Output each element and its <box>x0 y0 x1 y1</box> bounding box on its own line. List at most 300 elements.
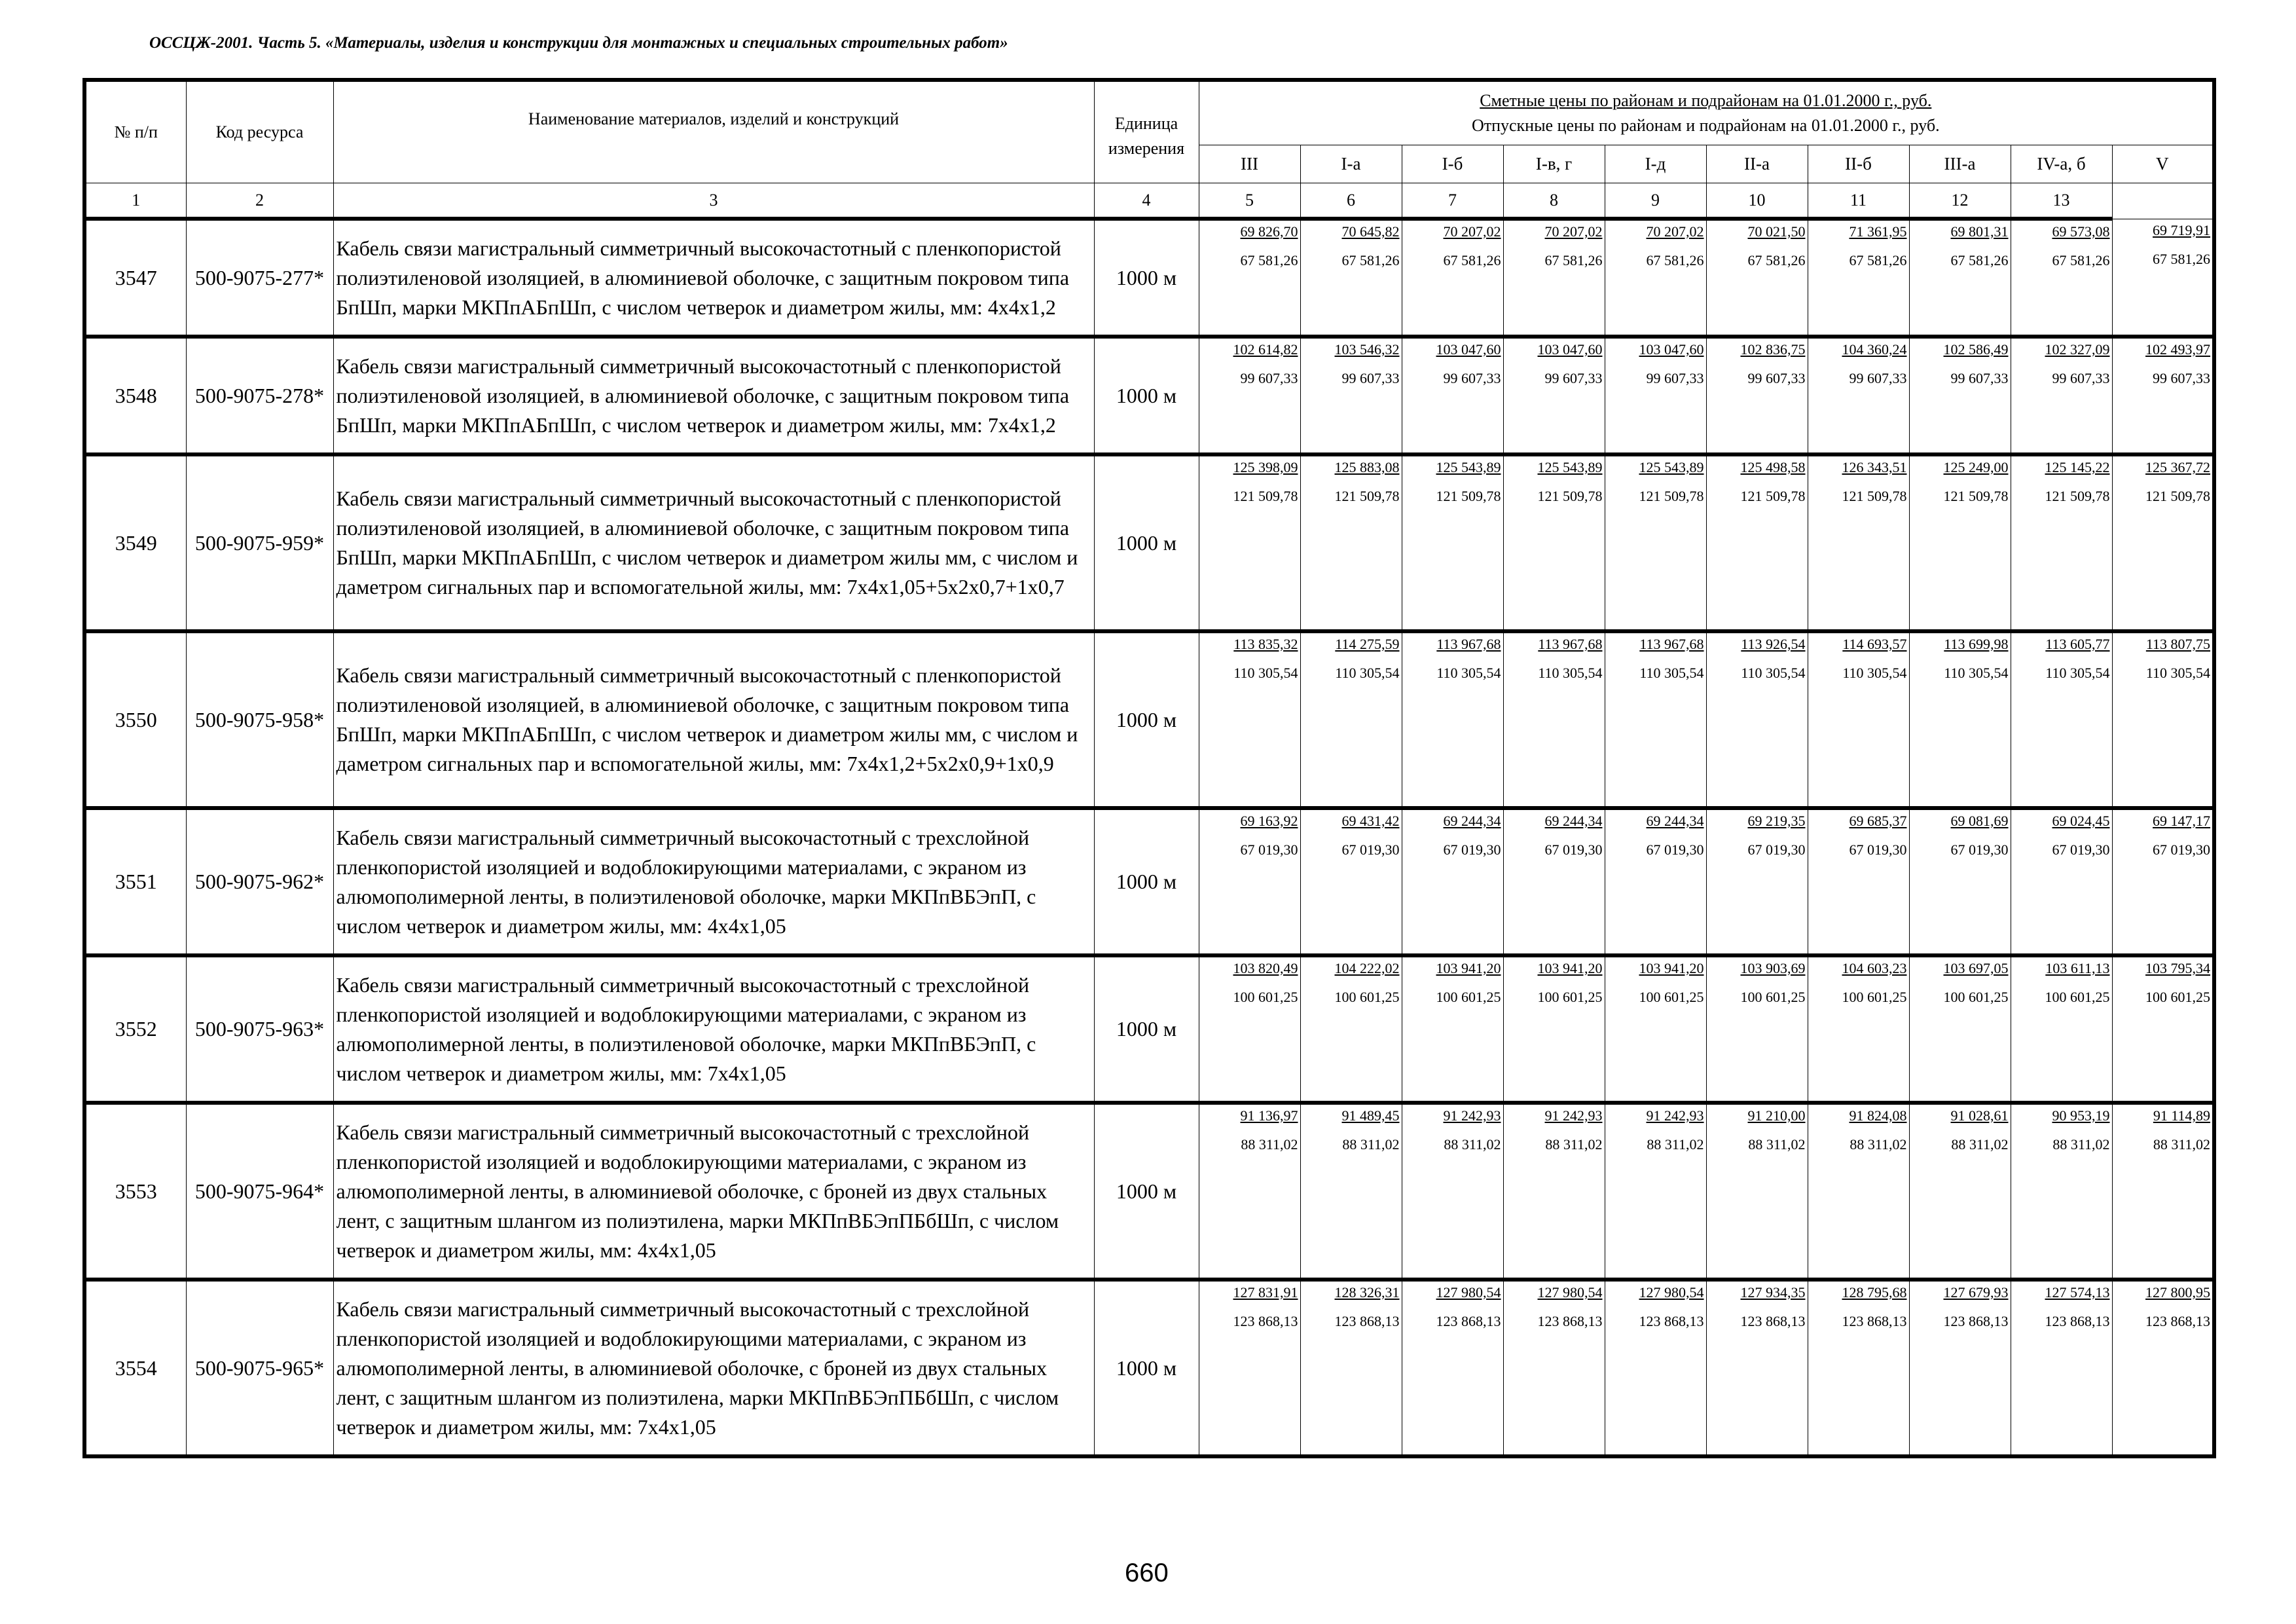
estimate-price: 125 145,22 <box>2045 459 2110 475</box>
price-cell <box>1605 808 1706 955</box>
estimate-price: 69 573,08 <box>2052 223 2110 240</box>
release-price: 99 607,33 <box>2052 370 2110 386</box>
release-price: 67 581,26 <box>1849 252 1907 268</box>
material-name: Кабель связи магистральный симметричный высокочастотный с пленкопористой полиэтиленовой изоляцией, в алюминиевой оболочке, с защитным покровом типа БпШп, марки МКПпАБпШп, с числом четверок и диаметром жилы, мм: 4х4х1,2 <box>333 219 1094 337</box>
price-cell <box>2112 454 2214 631</box>
table-row <box>84 955 2214 1103</box>
release-price: 100 601,25 <box>1537 989 1603 1005</box>
release-price: 123 868,13 <box>1436 1313 1501 1329</box>
price-cell <box>1199 219 1300 337</box>
price-cell <box>2011 808 2112 955</box>
estimate-price: 125 398,09 <box>1233 459 1298 475</box>
table-row <box>84 1103 2214 1280</box>
region-header: III-а <box>1909 145 2011 183</box>
price-cell <box>1605 337 1706 454</box>
release-price: 67 019,30 <box>1646 841 1704 858</box>
release-price: 99 607,33 <box>1849 370 1907 386</box>
estimate-price: 91 136,97 <box>1240 1107 1298 1124</box>
estimate-price: 113 967,68 <box>1436 636 1501 652</box>
release-price: 67 019,30 <box>1950 841 2009 858</box>
estimate-price: 114 693,57 <box>1842 636 1907 652</box>
estimate-price: 127 980,54 <box>1537 1284 1603 1301</box>
price-cell <box>1808 454 1909 631</box>
region-header: III <box>1199 145 1300 183</box>
price-cell <box>1605 454 1706 631</box>
price-cell <box>1808 219 1909 337</box>
release-price: 88 311,02 <box>1850 1136 1907 1153</box>
price-cell <box>1402 219 1503 337</box>
row-number: 3553 <box>84 1103 186 1280</box>
release-price: 67 581,26 <box>1544 252 1603 268</box>
region-header: I-б <box>1402 145 1503 183</box>
estimate-price: 125 498,58 <box>1740 459 1806 475</box>
estimate-price: 104 222,02 <box>1334 960 1400 976</box>
price-cell <box>1503 955 1605 1103</box>
release-price: 110 305,54 <box>1335 665 1400 681</box>
estimate-price: 69 219,35 <box>1747 813 1806 829</box>
release-price: 123 868,13 <box>1233 1313 1298 1329</box>
row-number: 3547 <box>84 219 186 337</box>
estimate-price: 104 360,24 <box>1842 341 1907 358</box>
price-cell <box>1808 1280 1909 1456</box>
price-cell <box>1503 454 1605 631</box>
column-number: 1 <box>84 183 186 219</box>
estimate-price: 103 903,69 <box>1740 960 1806 976</box>
material-name: Кабель связи магистральный симметричный высокочастотный с пленкопористой полиэтиленовой изоляцией, в алюминиевой оболочке, с защитным покровом типа БпШп, марки МКПпАБпШп, с числом четверок и диаметром жилы мм, с числом и даметром сигнальных пар и вспомогательной жилы, мм: 7х4х1,05+5х2х0,7+1х0,7 <box>333 454 1094 631</box>
resource-code: 500-9075-958* <box>186 631 333 808</box>
resource-code: 500-9075-962* <box>186 808 333 955</box>
release-price: 99 607,33 <box>1646 370 1704 386</box>
estimate-price: 91 210,00 <box>1747 1107 1806 1124</box>
release-price: 67 581,26 <box>1747 252 1806 268</box>
release-price: 67 019,30 <box>1240 841 1298 858</box>
unit-of-measure: 1000 м <box>1094 1103 1199 1280</box>
resource-code: 500-9075-278* <box>186 337 333 454</box>
release-price: 67 019,30 <box>1443 841 1501 858</box>
release-price: 100 601,25 <box>2145 989 2211 1005</box>
price-cell <box>1402 1103 1503 1280</box>
release-price: 110 305,54 <box>1538 665 1603 681</box>
column-number: 12 <box>1909 183 2011 219</box>
release-price: 121 509,78 <box>2145 488 2211 504</box>
estimate-price: 125 249,00 <box>1943 459 2009 475</box>
header-prices <box>1199 80 2214 145</box>
estimate-price: 113 967,68 <box>1538 636 1603 652</box>
price-cell <box>1909 1103 2011 1280</box>
row-number: 3549 <box>84 454 186 631</box>
resource-code: 500-9075-964* <box>186 1103 333 1280</box>
price-cell <box>1300 337 1402 454</box>
price-cell <box>1706 955 1808 1103</box>
price-cell <box>1706 1280 1808 1456</box>
region-header: I-д <box>1605 145 1706 183</box>
release-price: 88 311,02 <box>1444 1136 1501 1153</box>
release-price: 67 581,26 <box>1950 252 2009 268</box>
release-price: 100 601,25 <box>1639 989 1704 1005</box>
estimate-price: 125 543,89 <box>1537 459 1603 475</box>
price-cell <box>1503 219 1605 337</box>
release-price: 99 607,33 <box>1341 370 1400 386</box>
price-cell <box>1402 808 1503 955</box>
price-cell <box>2112 219 2214 337</box>
estimate-price: 127 800,95 <box>2145 1284 2211 1301</box>
release-price: 67 581,26 <box>1443 252 1501 268</box>
estimate-price: 69 163,92 <box>1240 813 1298 829</box>
estimate-price: 103 820,49 <box>1233 960 1298 976</box>
price-cell <box>1199 1280 1300 1456</box>
price-cell <box>1706 219 1808 337</box>
estimate-price: 69 826,70 <box>1240 223 1298 240</box>
price-cell <box>1199 1103 1300 1280</box>
release-price: 99 607,33 <box>1443 370 1501 386</box>
release-price: 123 868,13 <box>1334 1313 1400 1329</box>
estimate-price: 102 614,82 <box>1233 341 1298 358</box>
table-row <box>84 454 2214 631</box>
estimate-price: 91 114,89 <box>2153 1107 2211 1124</box>
release-price: 100 601,25 <box>1842 989 1907 1005</box>
release-price: 110 305,54 <box>1842 665 1907 681</box>
estimate-price: 125 543,89 <box>1639 459 1704 475</box>
row-number: 3554 <box>84 1280 186 1456</box>
release-price: 67 581,26 <box>1240 252 1298 268</box>
price-cell <box>2112 1103 2214 1280</box>
release-price: 123 868,13 <box>2145 1313 2211 1329</box>
estimate-price: 103 546,32 <box>1334 341 1400 358</box>
estimate-price: 103 941,20 <box>1639 960 1704 976</box>
price-cell <box>2011 955 2112 1103</box>
header-unit: Единица измерения <box>1094 80 1199 183</box>
document-header: ОССЦЖ-2001. Часть 5. «Материалы, изделия и конструкции для монтажных и специальных строительных работ» <box>149 34 1008 52</box>
price-cell <box>1300 631 1402 808</box>
price-cell <box>1300 454 1402 631</box>
release-price: 110 305,54 <box>2145 665 2211 681</box>
price-cell <box>1909 219 2011 337</box>
release-price: 123 868,13 <box>1740 1313 1806 1329</box>
column-number: 3 <box>333 183 1094 219</box>
release-price: 99 607,33 <box>1240 370 1298 386</box>
header-estimate-prices: Сметные цены по районам и подрайонам на 01.01.2000 г., руб. <box>1480 91 1932 111</box>
price-cell <box>1300 1103 1402 1280</box>
header-np: № п/п <box>84 80 186 183</box>
estimate-price: 102 327,09 <box>2045 341 2110 358</box>
estimate-price: 128 795,68 <box>1842 1284 1907 1301</box>
estimate-price: 91 242,93 <box>1646 1107 1704 1124</box>
release-price: 67 019,30 <box>1849 841 1907 858</box>
table-row <box>84 631 2214 808</box>
price-cell <box>1909 454 2011 631</box>
price-cell <box>1199 808 1300 955</box>
release-price: 88 311,02 <box>1748 1136 1806 1153</box>
estimate-price: 104 603,23 <box>1842 960 1907 976</box>
region-header: V <box>2112 145 2214 183</box>
price-cell <box>1605 219 1706 337</box>
estimate-price: 127 934,35 <box>1740 1284 1806 1301</box>
estimate-price: 113 835,32 <box>1233 636 1298 652</box>
release-price: 121 509,78 <box>1233 488 1298 504</box>
column-number: 7 <box>1402 183 1503 219</box>
price-cell <box>1909 808 2011 955</box>
resource-code: 500-9075-277* <box>186 219 333 337</box>
price-cell <box>1706 454 1808 631</box>
price-cell <box>1605 1103 1706 1280</box>
price-table <box>82 78 2216 1458</box>
estimate-price: 103 047,60 <box>1436 341 1501 358</box>
release-price: 121 509,78 <box>1842 488 1907 504</box>
unit-of-measure: 1000 м <box>1094 1280 1199 1456</box>
estimate-price: 103 697,05 <box>1943 960 2009 976</box>
release-price: 121 509,78 <box>1537 488 1603 504</box>
unit-of-measure: 1000 м <box>1094 337 1199 454</box>
release-price: 99 607,33 <box>1950 370 2009 386</box>
price-cell <box>1808 1103 1909 1280</box>
estimate-price: 90 953,19 <box>2052 1107 2110 1124</box>
estimate-price: 103 795,34 <box>2145 960 2211 976</box>
price-cell <box>1402 1280 1503 1456</box>
price-cell <box>1199 337 1300 454</box>
price-cell <box>1909 337 2011 454</box>
unit-of-measure: 1000 м <box>1094 808 1199 955</box>
price-cell <box>2011 219 2112 337</box>
region-header: II-б <box>1808 145 1909 183</box>
release-price: 67 019,30 <box>1747 841 1806 858</box>
estimate-price: 91 242,93 <box>1443 1107 1501 1124</box>
row-number: 3548 <box>84 337 186 454</box>
release-price: 121 509,78 <box>1740 488 1806 504</box>
region-header: II-а <box>1706 145 1808 183</box>
release-price: 100 601,25 <box>2045 989 2110 1005</box>
price-cell <box>2112 337 2214 454</box>
price-cell <box>1706 631 1808 808</box>
release-price: 121 509,78 <box>1334 488 1400 504</box>
page-number: 660 <box>1125 1559 1169 1587</box>
column-number: 9 <box>1605 183 1706 219</box>
column-number: 4 <box>1094 183 1199 219</box>
table-row <box>84 337 2214 454</box>
estimate-price: 125 367,72 <box>2145 459 2211 475</box>
price-cell <box>1605 631 1706 808</box>
release-price: 110 305,54 <box>1233 665 1298 681</box>
price-cell <box>1300 1280 1402 1456</box>
release-price: 67 581,26 <box>1646 252 1704 268</box>
release-price: 110 305,54 <box>2045 665 2110 681</box>
price-cell <box>1199 631 1300 808</box>
estimate-price: 103 047,60 <box>1537 341 1603 358</box>
release-price: 88 311,02 <box>1241 1136 1298 1153</box>
release-price: 99 607,33 <box>1544 370 1603 386</box>
estimate-price: 70 207,02 <box>1646 223 1704 240</box>
release-price: 100 601,25 <box>1233 989 1298 1005</box>
price-cell <box>2011 631 2112 808</box>
price-cell <box>1706 337 1808 454</box>
column-number: 6 <box>1300 183 1402 219</box>
price-cell <box>1808 808 1909 955</box>
release-price: 67 581,26 <box>1341 252 1400 268</box>
price-cell <box>1605 955 1706 1103</box>
release-price: 100 601,25 <box>1740 989 1806 1005</box>
header-release-prices: Отпускные цены по районам и подрайонам на 01.01.2000 г., руб. <box>1471 116 1940 135</box>
release-price: 99 607,33 <box>1747 370 1806 386</box>
release-price: 110 305,54 <box>1944 665 2009 681</box>
table-body <box>84 219 2214 1456</box>
estimate-price: 69 431,42 <box>1341 813 1400 829</box>
price-cell <box>1199 454 1300 631</box>
estimate-price: 70 645,82 <box>1341 223 1400 240</box>
price-cell <box>2112 955 2214 1103</box>
column-number-row <box>84 183 2214 219</box>
price-cell <box>1402 631 1503 808</box>
header-code: Код ресурса <box>186 80 333 183</box>
estimate-price: 113 926,54 <box>1741 636 1806 652</box>
release-price: 110 305,54 <box>1436 665 1501 681</box>
column-number: 10 <box>1706 183 1808 219</box>
release-price: 88 311,02 <box>1647 1136 1704 1153</box>
release-price: 121 509,78 <box>1436 488 1501 504</box>
header-name: Наименование материалов, изделий и конструкций <box>333 80 1094 183</box>
estimate-price: 103 941,20 <box>1537 960 1603 976</box>
release-price: 67 019,30 <box>2052 841 2110 858</box>
material-name: Кабель связи магистральный симметричный высокочастотный с трехслойной пленкопористой изоляцией и водоблокирующими материалами, с экраном из алюмополимерной ленты, в алюминиевой оболочке, с броней из двух стальных лент, с защитным шлангом из полиэтилена, марки МКПпВБЭпПБбШп, с числом четверок и диаметром жилы, мм: 7х4х1,05 <box>333 1280 1094 1456</box>
estimate-price: 70 207,02 <box>1544 223 1603 240</box>
estimate-price: 69 081,69 <box>1950 813 2009 829</box>
estimate-price: 91 824,08 <box>1849 1107 1907 1124</box>
price-cell <box>1909 631 2011 808</box>
resource-code: 500-9075-963* <box>186 955 333 1103</box>
region-header: I-в, г <box>1503 145 1605 183</box>
release-price: 88 311,02 <box>2052 1136 2110 1153</box>
release-price: 99 607,33 <box>2153 370 2211 386</box>
price-cell <box>1909 955 2011 1103</box>
estimate-price: 69 801,31 <box>1950 223 2009 240</box>
unit-of-measure: 1000 м <box>1094 454 1199 631</box>
release-price: 67 581,26 <box>2052 252 2110 268</box>
estimate-price: 113 807,75 <box>2145 636 2211 652</box>
unit-of-measure: 1000 м <box>1094 955 1199 1103</box>
price-cell <box>1808 337 1909 454</box>
row-number: 3552 <box>84 955 186 1103</box>
table-row <box>84 1280 2214 1456</box>
column-number: 5 <box>1199 183 1300 219</box>
price-cell <box>2112 1280 2214 1456</box>
region-header: I-а <box>1300 145 1402 183</box>
estimate-price: 70 021,50 <box>1747 223 1806 240</box>
release-price: 100 601,25 <box>1334 989 1400 1005</box>
column-number: 13 <box>2011 183 2112 219</box>
release-price: 121 509,78 <box>1943 488 2009 504</box>
price-cell <box>2112 808 2214 955</box>
price-cell <box>1503 337 1605 454</box>
price-cell <box>1199 955 1300 1103</box>
estimate-price: 69 685,37 <box>1849 813 1907 829</box>
price-cell <box>1300 955 1402 1103</box>
row-number: 3550 <box>84 631 186 808</box>
release-price: 110 305,54 <box>1639 665 1704 681</box>
material-name: Кабель связи магистральный симметричный высокочастотный с трехслойной пленкопористой изоляцией и водоблокирующими материалами, с экраном из алюмополимерной ленты, в полиэтиленовой оболочке, марки МКПпВБЭпП, с числом четверок и диаметром жилы, мм: 4х4х1,05 <box>333 808 1094 955</box>
release-price: 123 868,13 <box>1639 1313 1704 1329</box>
price-cell <box>1706 808 1808 955</box>
release-price: 121 509,78 <box>2045 488 2110 504</box>
unit-of-measure: 1000 м <box>1094 219 1199 337</box>
price-cell <box>1808 955 1909 1103</box>
estimate-price: 125 543,89 <box>1436 459 1501 475</box>
estimate-price: 102 586,49 <box>1943 341 2009 358</box>
estimate-price: 114 275,59 <box>1335 636 1400 652</box>
price-cell <box>2112 631 2214 808</box>
estimate-price: 91 242,93 <box>1544 1107 1603 1124</box>
release-price: 88 311,02 <box>2153 1136 2211 1153</box>
price-cell <box>1402 454 1503 631</box>
estimate-price: 69 244,34 <box>1443 813 1501 829</box>
release-price: 67 019,30 <box>2153 841 2211 858</box>
estimate-price: 113 967,68 <box>1639 636 1704 652</box>
release-price: 88 311,02 <box>1951 1136 2009 1153</box>
column-number: 11 <box>1808 183 1909 219</box>
estimate-price: 69 244,34 <box>1646 813 1704 829</box>
price-cell <box>1300 219 1402 337</box>
estimate-price: 71 361,95 <box>1849 223 1907 240</box>
unit-of-measure: 1000 м <box>1094 631 1199 808</box>
release-price: 100 601,25 <box>1436 989 1501 1005</box>
price-cell <box>1503 808 1605 955</box>
release-price: 121 509,78 <box>1639 488 1704 504</box>
estimate-price: 102 493,97 <box>2145 341 2211 358</box>
release-price: 123 868,13 <box>1537 1313 1603 1329</box>
release-price: 88 311,02 <box>1545 1136 1603 1153</box>
estimate-price: 69 024,45 <box>2052 813 2110 829</box>
estimate-price: 91 489,45 <box>1341 1107 1400 1124</box>
price-cell <box>1503 1280 1605 1456</box>
resource-code: 500-9075-965* <box>186 1280 333 1456</box>
price-cell <box>1605 1280 1706 1456</box>
estimate-price: 127 980,54 <box>1639 1284 1704 1301</box>
estimate-price: 113 699,98 <box>1944 636 2009 652</box>
release-price: 110 305,54 <box>1741 665 1806 681</box>
estimate-price: 91 028,61 <box>1950 1107 2009 1124</box>
price-cell <box>1808 631 1909 808</box>
price-cell <box>2011 1103 2112 1280</box>
header-row <box>84 80 2214 145</box>
price-cell <box>2011 454 2112 631</box>
estimate-price: 102 836,75 <box>1740 341 1806 358</box>
price-cell <box>1402 337 1503 454</box>
region-header: IV-а, б <box>2011 145 2112 183</box>
release-price: 88 311,02 <box>1342 1136 1400 1153</box>
estimate-price: 103 047,60 <box>1639 341 1704 358</box>
estimate-price: 126 343,51 <box>1842 459 1907 475</box>
estimate-price: 127 574,13 <box>2045 1284 2110 1301</box>
estimate-price: 127 831,91 <box>1233 1284 1298 1301</box>
estimate-price: 103 611,13 <box>2045 960 2110 976</box>
estimate-price: 127 679,93 <box>1943 1284 2009 1301</box>
release-price: 67 019,30 <box>1544 841 1603 858</box>
estimate-price: 125 883,08 <box>1334 459 1400 475</box>
table-row <box>84 219 2214 337</box>
price-cell <box>1706 1103 1808 1280</box>
price-cell <box>1503 1103 1605 1280</box>
estimate-price: 128 326,31 <box>1334 1284 1400 1301</box>
material-name: Кабель связи магистральный симметричный высокочастотный с пленкопористой полиэтиленовой изоляцией, в алюминиевой оболочке, с защитным покровом типа БпШп, марки МКПпАБпШп, с числом четверок и диаметром жилы мм, с числом и даметром сигнальных пар и вспомогательной жилы, мм: 7х4х1,2+5х2х0,9+1х0,9 <box>333 631 1094 808</box>
estimate-price: 69 719,91 <box>2153 221 2211 238</box>
table-row <box>84 808 2214 955</box>
material-name: Кабель связи магистральный симметричный высокочастотный с трехслойной пленкопористой изоляцией и водоблокирующими материалами, с экраном из алюмополимерной ленты, в полиэтиленовой оболочке, марки МКПпВБЭпП, с числом четверок и диаметром жилы, мм: 7х4х1,05 <box>333 955 1094 1103</box>
estimate-price: 69 147,17 <box>2153 813 2211 829</box>
release-price: 67 019,30 <box>1341 841 1400 858</box>
column-number: 8 <box>1503 183 1605 219</box>
material-name: Кабель связи магистральный симметричный высокочастотный с трехслойной пленкопористой изоляцией и водоблокирующими материалами, с экраном из алюмополимерной ленты, в алюминиевой оболочке, с броней из двух стальных лент, с защитным шлангом из полиэтилена, марки МКПпВБЭпПБбШп, с числом четверок и диаметром жилы, мм: 4х4х1,05 <box>333 1103 1094 1280</box>
price-cell <box>1909 1280 2011 1456</box>
row-number: 3551 <box>84 808 186 955</box>
release-price: 123 868,13 <box>2045 1313 2110 1329</box>
estimate-price: 69 244,34 <box>1544 813 1603 829</box>
